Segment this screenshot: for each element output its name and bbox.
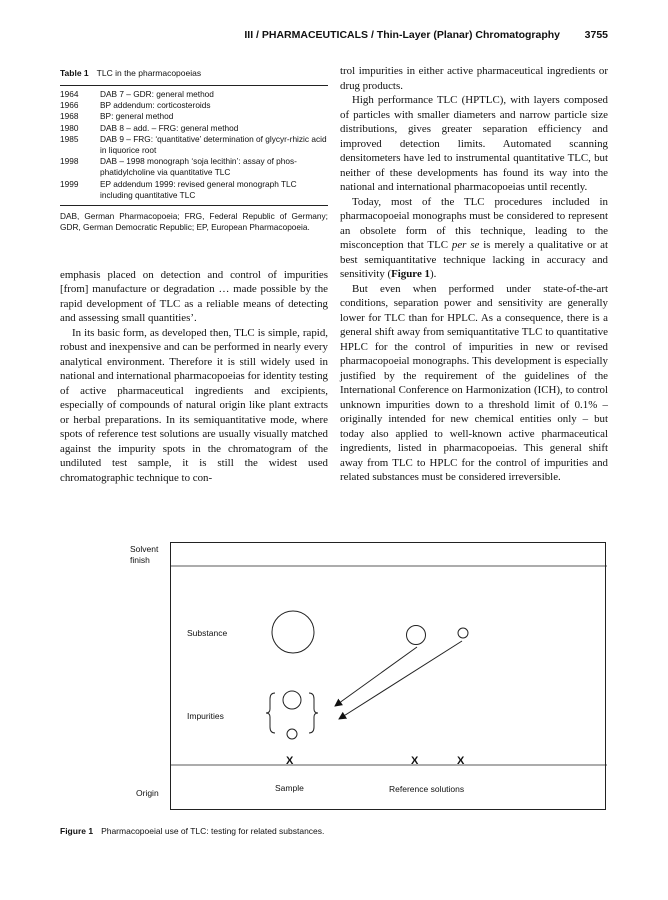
table-year: 1998 (60, 156, 79, 167)
table-caption-text: TLC in the pharmacopoeias (96, 68, 202, 78)
table-row (60, 134, 328, 156)
reference-application-mark-2: X (457, 755, 465, 767)
table-row (60, 156, 328, 178)
right-brace (309, 693, 318, 733)
table-row (60, 111, 328, 122)
table-year: 1985 (60, 133, 79, 144)
left-column (60, 68, 328, 485)
table-year: 1968 (60, 111, 79, 122)
table-entry: EP addendum 1999: revised general monograph TLC including quantitative TLC (100, 178, 297, 200)
table-caption (60, 68, 328, 86)
impurities-label: Impurities (187, 711, 224, 721)
impurity-spot-2 (287, 729, 297, 739)
left-paragraph-1: emphasis placed on detection and control of impurities [from] manufacture or degradation … made possible by the rapid development of TLC as a reliable means of detecting and assessing small quantities’. (60, 268, 328, 325)
table-footnote: DAB, German Pharmacopoeia; FRG, Federal Republic of Germany; GDR, German Democratic Republic; EP, European Pharmacopoeia. (60, 211, 328, 233)
right-paragraph-4: But even when performed under state-of-the-art conditions, separation power and sensitivity are generally lower for TLC than for HPLC. As a consequence, there is a general shift away from semiquantitative TLC to quantitative HPLC for the control of impurities in new or revised pharmacopoeial monographs. This development is especially justified by the requirement of the guidelines of the International Conference on Harmonization (ICH), to control unknown impurities down to a threshold limit of 0.1% – originally intended for new chemical entities only – but today also applied to well-known active pharmaceutical ingredients, listed in pharmacopoeias. This general shift away from TLC to HPLC for the control of impurities and related substances must be considered irreversible. (340, 282, 608, 483)
table-year: 1964 (60, 89, 79, 99)
table-entry: BP addendum: corticosteroids (100, 100, 211, 111)
table-entry: BP: general method (100, 111, 174, 122)
table-year: 1966 (60, 100, 79, 111)
left-brace (266, 693, 275, 733)
impurity-spot-1 (283, 691, 301, 709)
paragraph-text: is merely a qualitative or at best semiquantitative technique lacking in accuracy and sensitivity ( (340, 239, 608, 280)
paragraph-text: Today, most of the TLC procedures included in pharmacopoeial monographs must be considered to represent an obsolete form of this technique, leading to the misconception that TLC (340, 195, 608, 251)
table-entry: DAB 8 – add. – FRG: general method (100, 122, 239, 133)
right-column (340, 64, 608, 485)
arrow-small-reference (339, 641, 462, 719)
table-year: 1980 (60, 122, 79, 133)
substance-spot (272, 611, 314, 653)
table-row (60, 100, 328, 111)
table-year: 1999 (60, 178, 79, 189)
paragraph-text: ). (429, 268, 437, 280)
table-row (60, 123, 328, 134)
table-row (60, 179, 328, 201)
sample-label: Sample (275, 783, 304, 793)
figure-caption-label: Figure 1 (60, 826, 94, 836)
solvent-label-line-1: Solvent (130, 544, 159, 554)
reference-spot-large (407, 626, 426, 645)
solvent-label-line-2: finish (130, 555, 150, 565)
tlc-plate-diagram (171, 543, 607, 811)
arrow-large-reference (335, 647, 417, 706)
page-header (60, 29, 608, 47)
substance-label: Substance (187, 628, 228, 638)
reference-solutions-label: Reference solutions (389, 784, 465, 794)
reference-spot-small (458, 628, 468, 638)
figure-reference-link[interactable]: Figure 1 (391, 268, 430, 280)
figure-caption-text: Pharmacopoeial use of TLC: testing for related substances. (101, 826, 325, 836)
solvent-finish-label (130, 544, 158, 566)
running-title: III / PHARMACEUTICALS / Thin-Layer (Planar) Chromatography (244, 29, 560, 41)
sample-application-mark: X (286, 755, 294, 767)
table-1 (60, 68, 328, 234)
right-paragraph-1: trol impurities in either active pharmaceutical ingredients or drug products. (340, 65, 608, 92)
italic-term: per se (451, 239, 480, 251)
table-body (60, 89, 328, 201)
right-paragraph-2: High performance TLC (HPTLC), with layers composed of particles with smaller diameters and narrow particle size distributions, gives greater separation efficiency and improved detection limits. Automated scanning densitometers have led to instrumental quantitative TLC, but neither of these developments has found its way into the national and international pharmacopoeias until recently. (340, 94, 608, 193)
origin-label: Origin (136, 788, 159, 798)
table-entry: DAB 7 – GDR: general method (100, 89, 214, 99)
page-number: 3755 (584, 29, 608, 41)
figure-caption (60, 826, 324, 836)
left-paragraph-2: In its basic form, as developed then, TLC is simple, rapid, robust and inexpensive and can be performed in nearly every analytical environment. Therefore it is still widely used in national and international pharmacopoeias for identity testing of active pharmaceutical ingredients and excipients, especially of compounds of natural origin like plant extracts or herbal preparations. In its semiquantitative mode, where spots of reference test solutions are usually visually matched against the impurity spots in the chromatogram of the undiluted test sample, it is still the widest used chromatographic technique to con- (60, 326, 328, 484)
table-rule (60, 205, 328, 206)
tlc-figure (170, 542, 606, 810)
table-label: Table 1 (60, 68, 89, 78)
table-entry: DAB 9 – FRG: ‘quantitative’ determination of glycyr-rhizic acid in liquorice root (100, 133, 327, 156)
table-entry: DAB – 1998 monograph ‘soja lecithin’: assay of phos-phatidylcholine via quantitative TLC (100, 156, 297, 178)
table-row (60, 89, 328, 100)
reference-application-mark-1: X (411, 755, 419, 767)
right-paragraph-3 (340, 195, 608, 282)
